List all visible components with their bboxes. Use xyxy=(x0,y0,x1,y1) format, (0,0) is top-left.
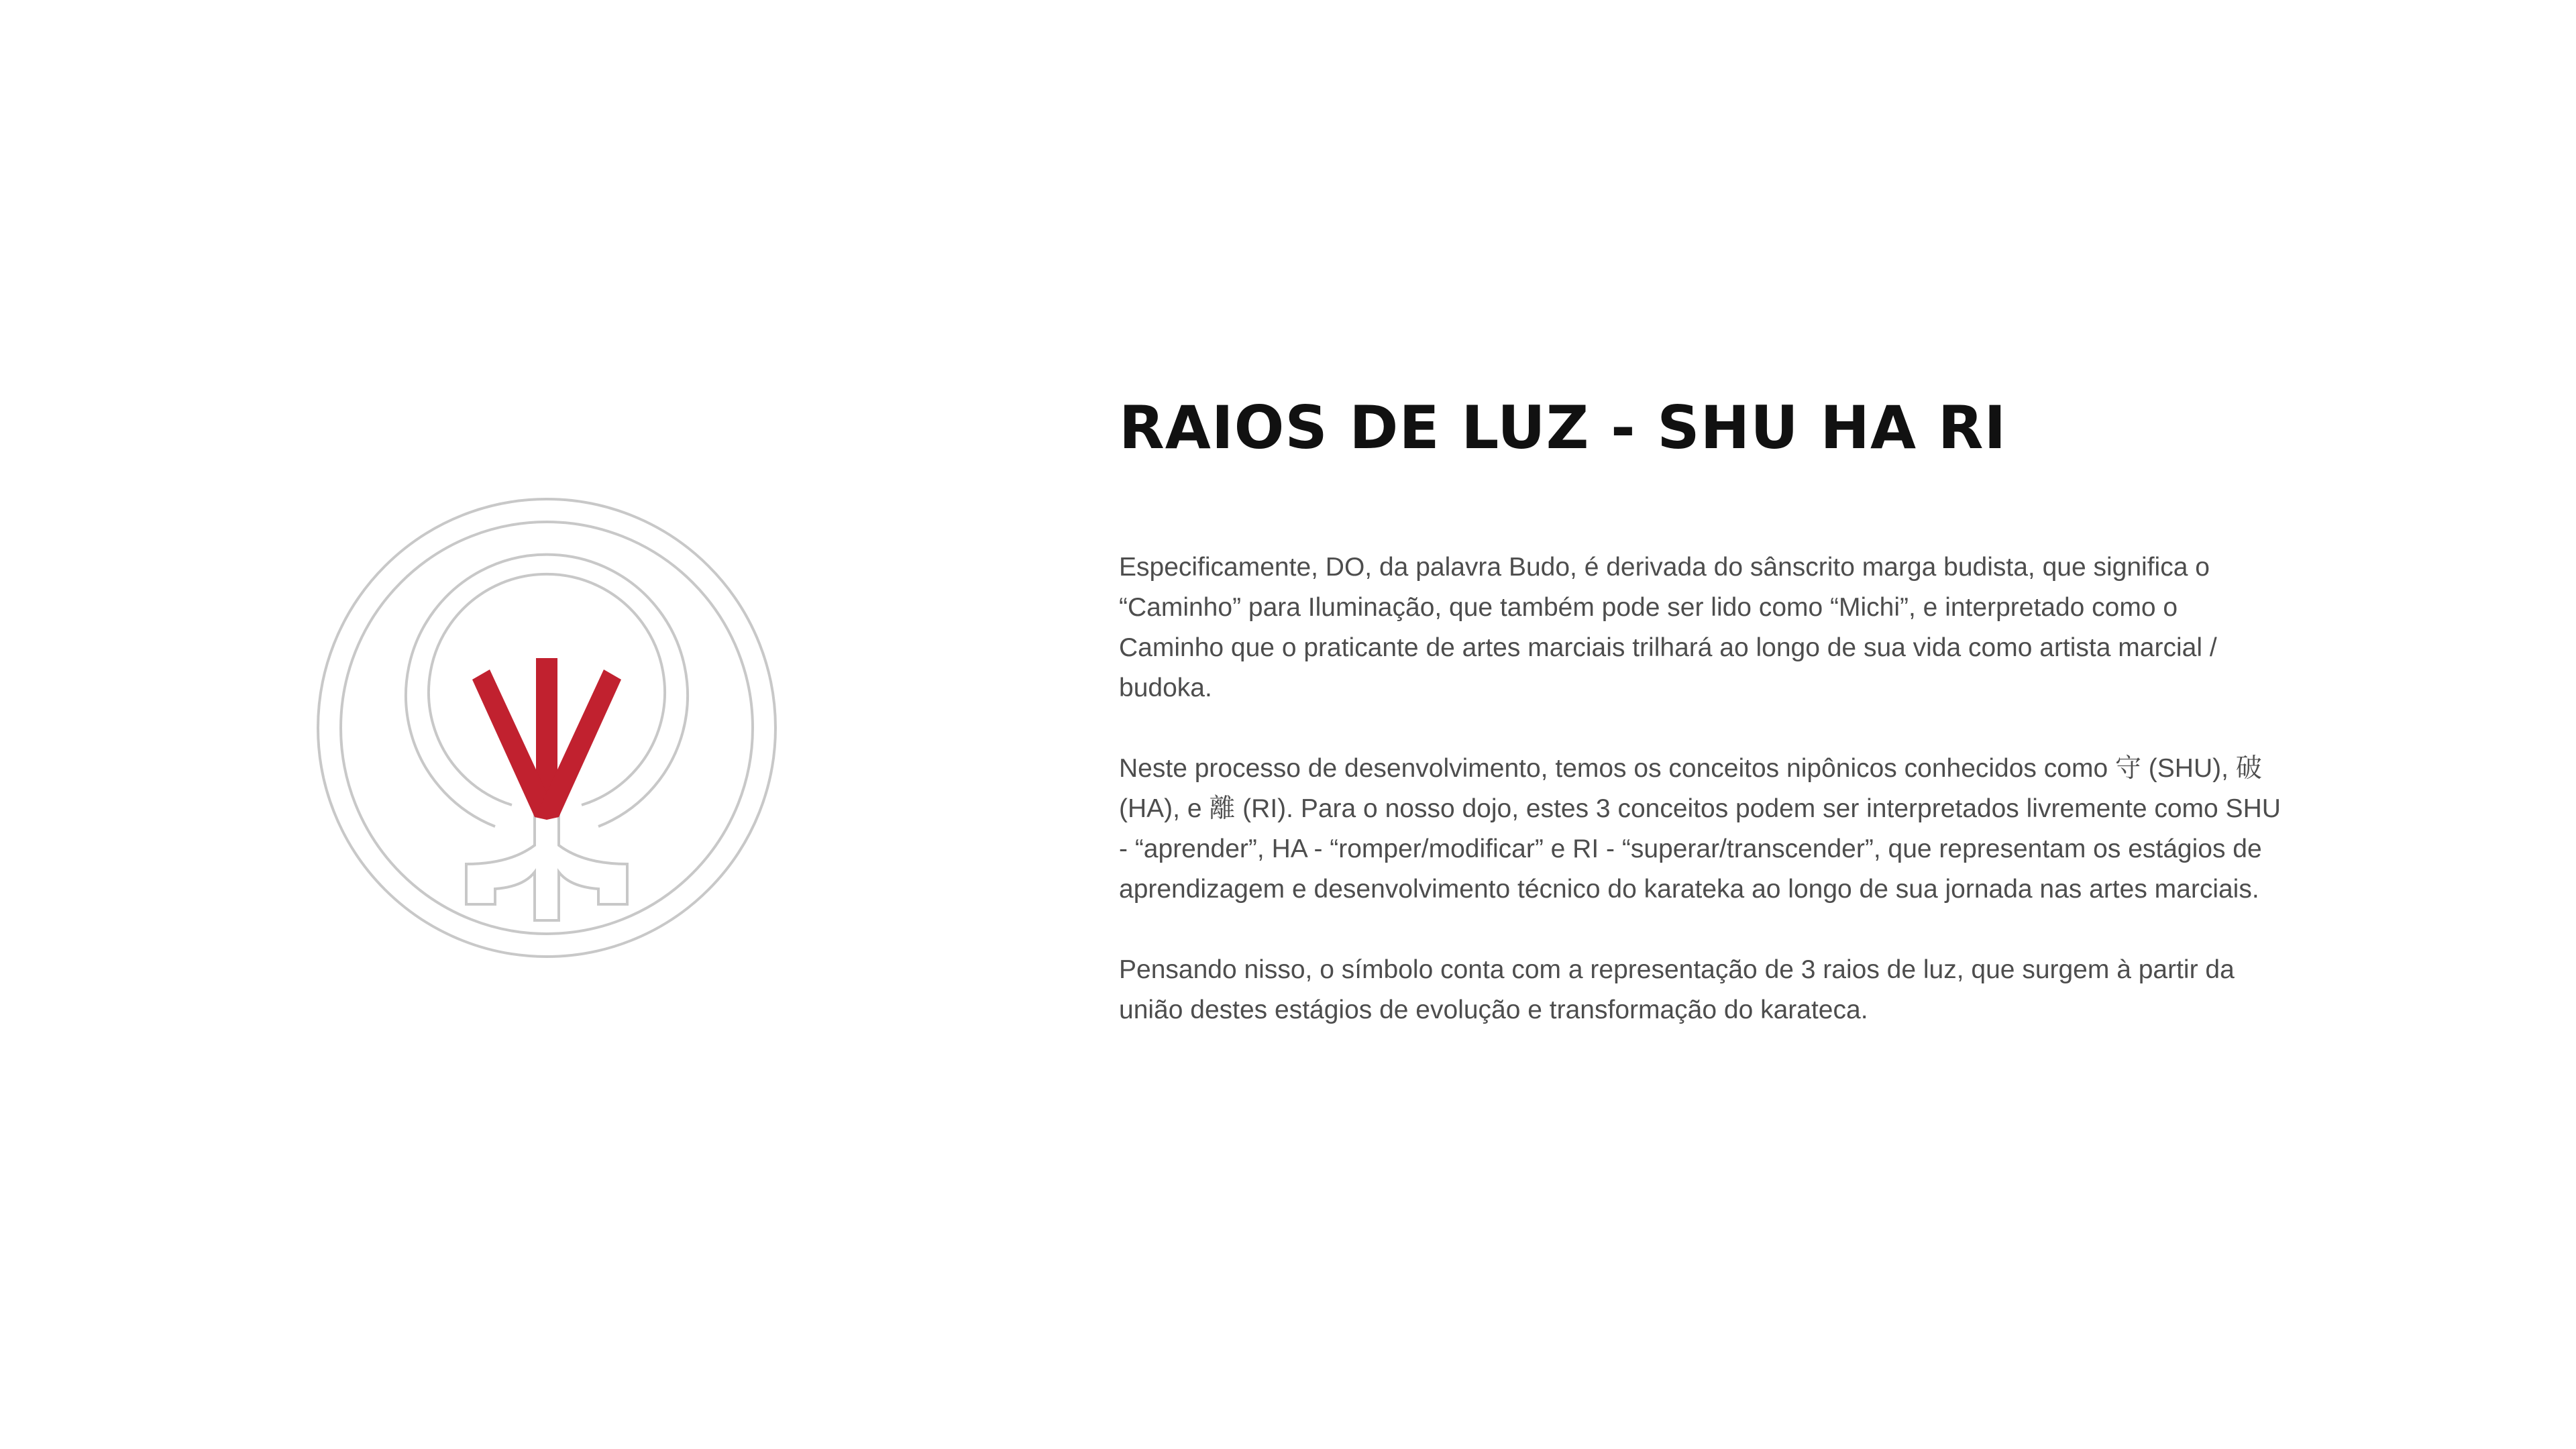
text-content xyxy=(1119,388,2286,1071)
paragraph-shu-ha-ri: Neste processo de desenvolvimento, temos os conceitos nipônicos conhecidos como 守 (SHU), 破 (HA), e 離 (RI). Para o nosso dojo, estes 3 conceitos podem ser interpretados livremente como SHU - “aprender”, HA - “romper/modificar” e RI - “superar/transcender”, que representam os estágios de aprendizagem e desenvolvimento técnico do karateka ao longo de sua jornada nas artes marciais. xyxy=(1119,754,2281,904)
paragraph-light-rays: Pensando nisso, o símbolo conta com a representação de 3 raios de luz, que surgem à partir da união destes estágios de evolução e transformação do karateca. xyxy=(1119,955,2235,1024)
body-text xyxy=(1119,547,2286,1030)
paragraph-budo: Especificamente, DO, da palavra Budo, é derivada do sânscrito marga budista, que significa o “Caminho” para Iluminação, que também pode ser lido como “Michi”, e interpretado como o Caminho que o praticante de artes marciais trilhará ao longo de sua vida como artista marcial / budoka. xyxy=(1119,553,2217,702)
slide-title: RAIOS DE LUZ - SHU HA RI xyxy=(1119,393,2007,462)
light-rays-emblem-icon xyxy=(315,496,778,959)
